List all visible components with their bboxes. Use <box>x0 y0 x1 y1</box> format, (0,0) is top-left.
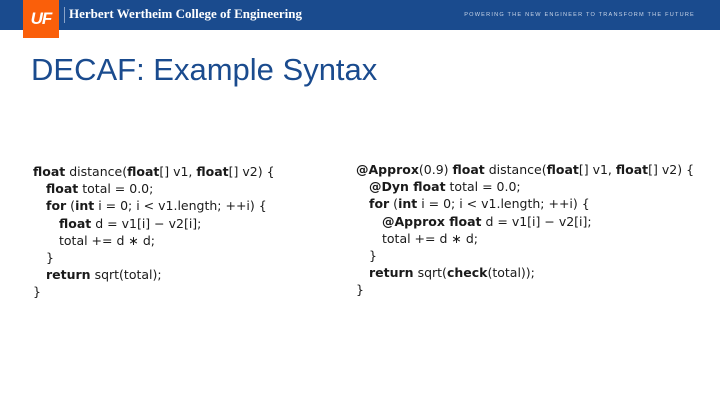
header-tagline: POWERING THE NEW ENGINEER TO TRANSFORM THE FUTURE <box>464 12 695 18</box>
code-line <box>356 161 694 178</box>
code-text: ( <box>66 198 76 214</box>
code-line <box>33 197 275 214</box>
code-keyword: int <box>398 196 418 212</box>
code-text: sqrt(total); <box>90 267 162 283</box>
code-keyword: @Dyn float <box>369 179 446 195</box>
code-text: (0.9) <box>418 162 453 177</box>
code-text: [] v1, <box>578 162 616 177</box>
code-text: } <box>46 249 54 265</box>
code-text: d = v1[i] − v2[i]; <box>91 215 202 231</box>
code-text: [] v2) { <box>648 162 695 177</box>
uf-logo-text: UF <box>30 9 52 28</box>
code-line <box>356 178 694 195</box>
code-text: d = v1[i] − v2[i]; <box>481 213 592 229</box>
code-line <box>356 247 694 264</box>
code-line <box>33 163 275 180</box>
code-text: ( <box>389 196 399 212</box>
code-block-right <box>356 161 694 299</box>
code-keyword: @Approx float <box>382 213 482 229</box>
code-text: distance( <box>65 164 128 179</box>
code-line <box>33 232 275 249</box>
code-text: } <box>356 282 364 298</box>
code-line <box>33 180 275 197</box>
code-line <box>356 281 694 298</box>
code-keyword: for <box>46 198 67 214</box>
code-text: total = 0.0; <box>445 179 521 195</box>
code-keyword: check <box>446 265 488 281</box>
code-text: distance( <box>484 162 547 177</box>
code-keyword: float <box>46 181 79 197</box>
code-line <box>33 283 275 300</box>
code-text: (total)); <box>487 265 535 281</box>
code-keyword: return <box>369 265 414 281</box>
code-text: [] v2) { <box>228 164 275 179</box>
code-keyword: float <box>452 162 485 177</box>
uf-logo <box>23 0 59 38</box>
code-keyword: @Approx <box>356 162 419 177</box>
code-keyword: float <box>59 215 92 231</box>
code-keyword: float <box>196 164 229 179</box>
header-divider <box>64 7 65 23</box>
code-text: i = 0; i < v1.length; ++i) { <box>417 196 590 212</box>
code-text: sqrt( <box>413 265 447 281</box>
code-line <box>33 249 275 266</box>
code-keyword: return <box>46 267 91 283</box>
code-keyword: for <box>369 196 390 212</box>
code-text: total = 0.0; <box>78 181 154 197</box>
code-keyword: float <box>33 164 66 179</box>
code-line <box>356 230 694 247</box>
code-line <box>356 213 694 230</box>
code-text: i = 0; i < v1.length; ++i) { <box>94 198 267 214</box>
code-keyword: int <box>75 198 95 214</box>
code-text: total += d ∗ d; <box>59 232 155 248</box>
code-block-left <box>33 163 275 301</box>
code-text: [] v1, <box>159 164 197 179</box>
code-keyword: float <box>615 162 649 177</box>
code-text: total += d ∗ d; <box>382 230 478 246</box>
college-name: Herbert Wertheim College of Engineering <box>69 6 302 21</box>
slide-title: DECAF: Example Syntax <box>31 52 378 87</box>
code-text: } <box>33 284 41 300</box>
code-line <box>356 195 694 212</box>
code-text: } <box>369 247 377 263</box>
code-keyword: float <box>546 162 579 177</box>
code-line <box>33 266 275 283</box>
code-line <box>356 264 694 281</box>
code-line <box>33 215 275 232</box>
code-keyword: float <box>127 164 160 179</box>
